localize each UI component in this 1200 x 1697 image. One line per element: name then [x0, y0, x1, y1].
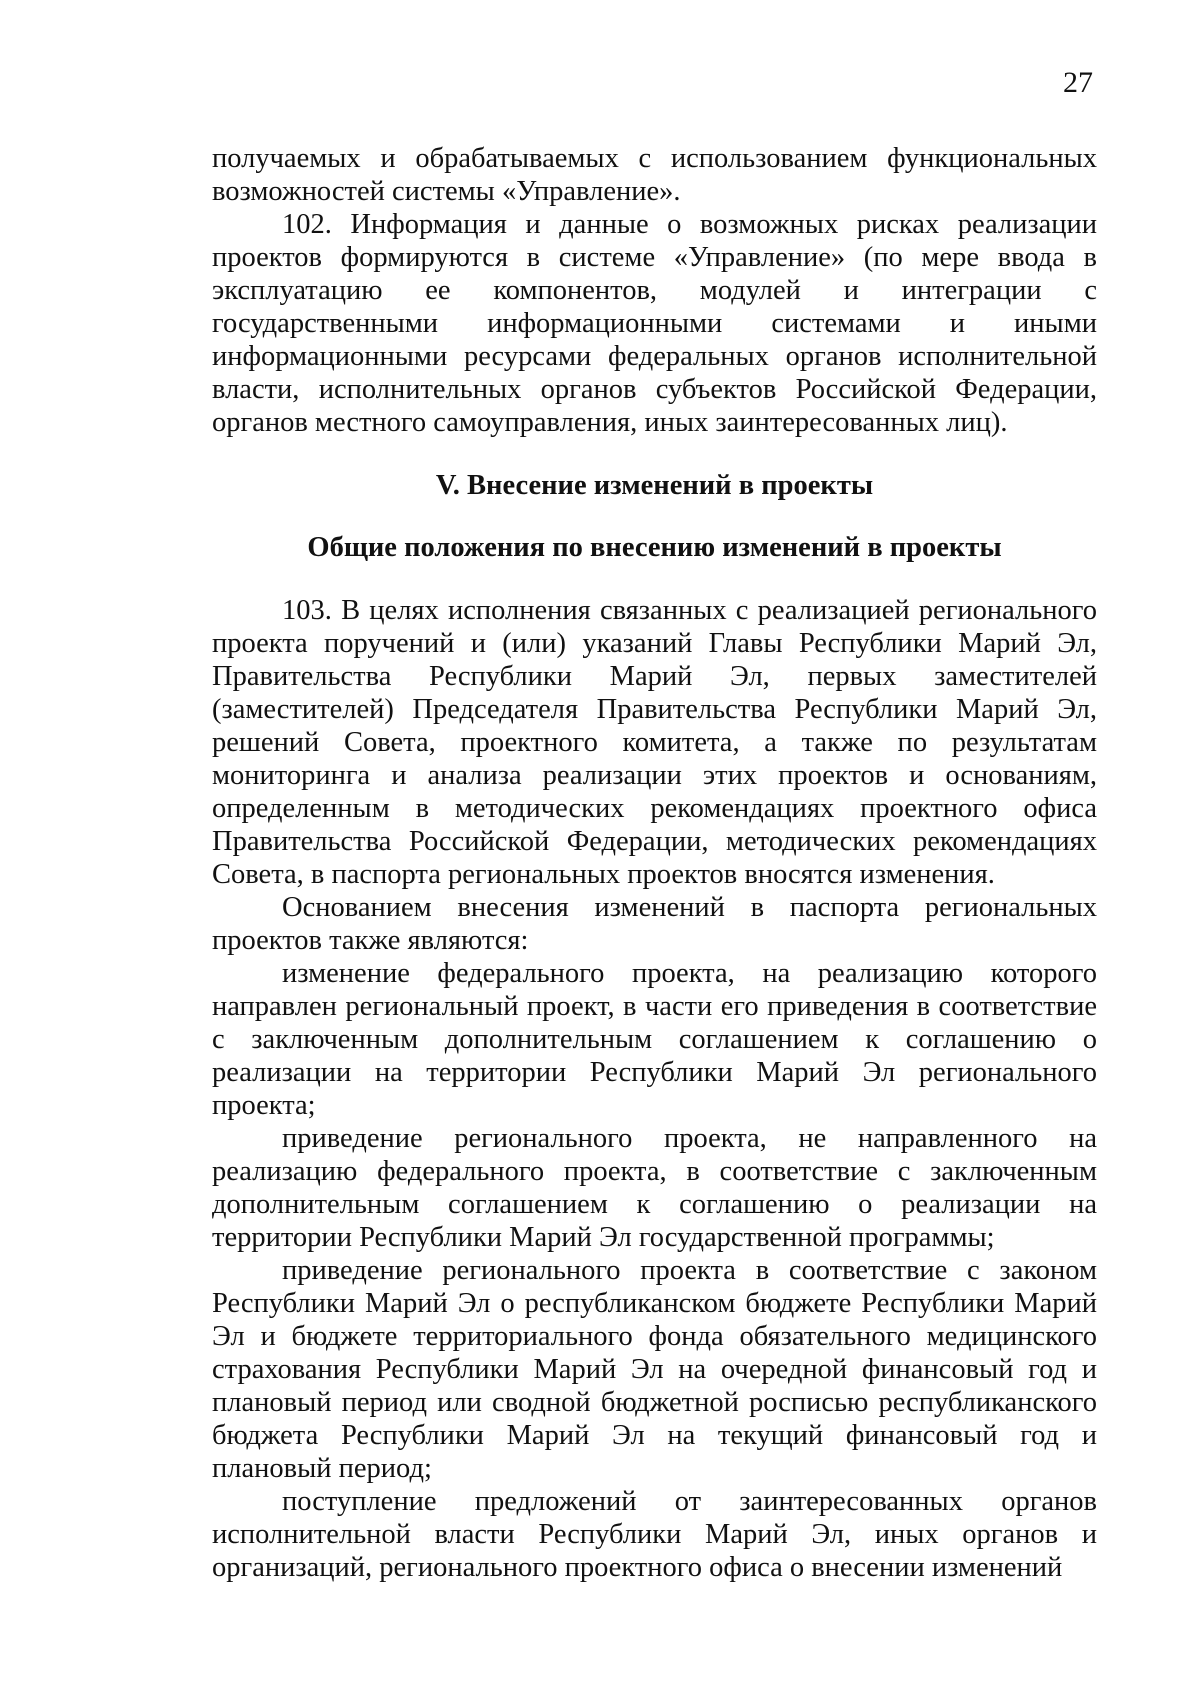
- list-item-federal-project-change: изменение федерального проекта, на реализацию которого направлен региональный проект, в части его приведения в соответствие с заключенным дополнительным соглашением к соглашению о реализации на территории Республики Марий Эл регионального проекта;: [212, 958, 1097, 1121]
- paragraph-grounds-intro: Основанием внесения изменений в паспорта региональных проектов также являются:: [212, 892, 1097, 956]
- section-heading: V. Внесение изменений в проекты: [435, 470, 874, 501]
- list-item-state-program-alignment: приведение регионального проекта, не направленного на реализацию федерального проекта, в соответствие с заключенным дополнительным соглашением к соглашению о реализации на территории Республики Марий Эл государственной программы;: [212, 1123, 1097, 1253]
- paragraph-continuation: получаемых и обрабатываемых с использованием функциональных возможностей системы «Управление».: [212, 143, 1097, 207]
- page-number: 27: [1063, 66, 1093, 99]
- subsection-heading: Общие положения по внесению изменений в проекты: [307, 532, 1002, 563]
- paragraph-103: 103. В целях исполнения связанных с реализацией регионального проекта поручений и (или) указаний Главы Республики Марий Эл, Правительства Республики Марий Эл, первых заместителей (заместителей) Председателя Правительства Республики Марий Эл, решений Совета, проектного комитета, а также по результатам мониторинга и анализа реализации этих проектов и основаниям, определенным в методических рекомендациях проектного офиса Правительства Российской Федерации, методических рекомендациях Совета, в паспорта региональных проектов вносятся изменения.: [212, 595, 1097, 890]
- paragraph-102: 102. Информация и данные о возможных рисках реализации проектов формируются в системе «Управление» (по мере ввода в эксплуатацию ее компонентов, модулей и интеграции с государственными информационными системами и иными информационными ресурсами федеральных органов исполнительной власти, исполнительных органов субъектов Российской Федерации, органов местного самоуправления, иных заинтересованных лиц).: [212, 209, 1097, 438]
- document-body: [212, 142, 1097, 1584]
- list-item-budget-law-alignment: приведение регионального проекта в соответствие с законом Республики Марий Эл о республиканском бюджете Республики Марий Эл и бюджете территориального фонда обязательного медицинского страхования Республики Марий Эл на очередной финансовый год и плановый период или сводной бюджетной росписью республиканского бюджета Республики Марий Эл на текущий финансовый год и плановый период;: [212, 1255, 1097, 1484]
- list-item-proposals-received: поступление предложений от заинтересованных органов исполнительной власти Республики Марий Эл, иных органов и организаций, регионального проектного офиса о внесении изменений: [212, 1486, 1097, 1583]
